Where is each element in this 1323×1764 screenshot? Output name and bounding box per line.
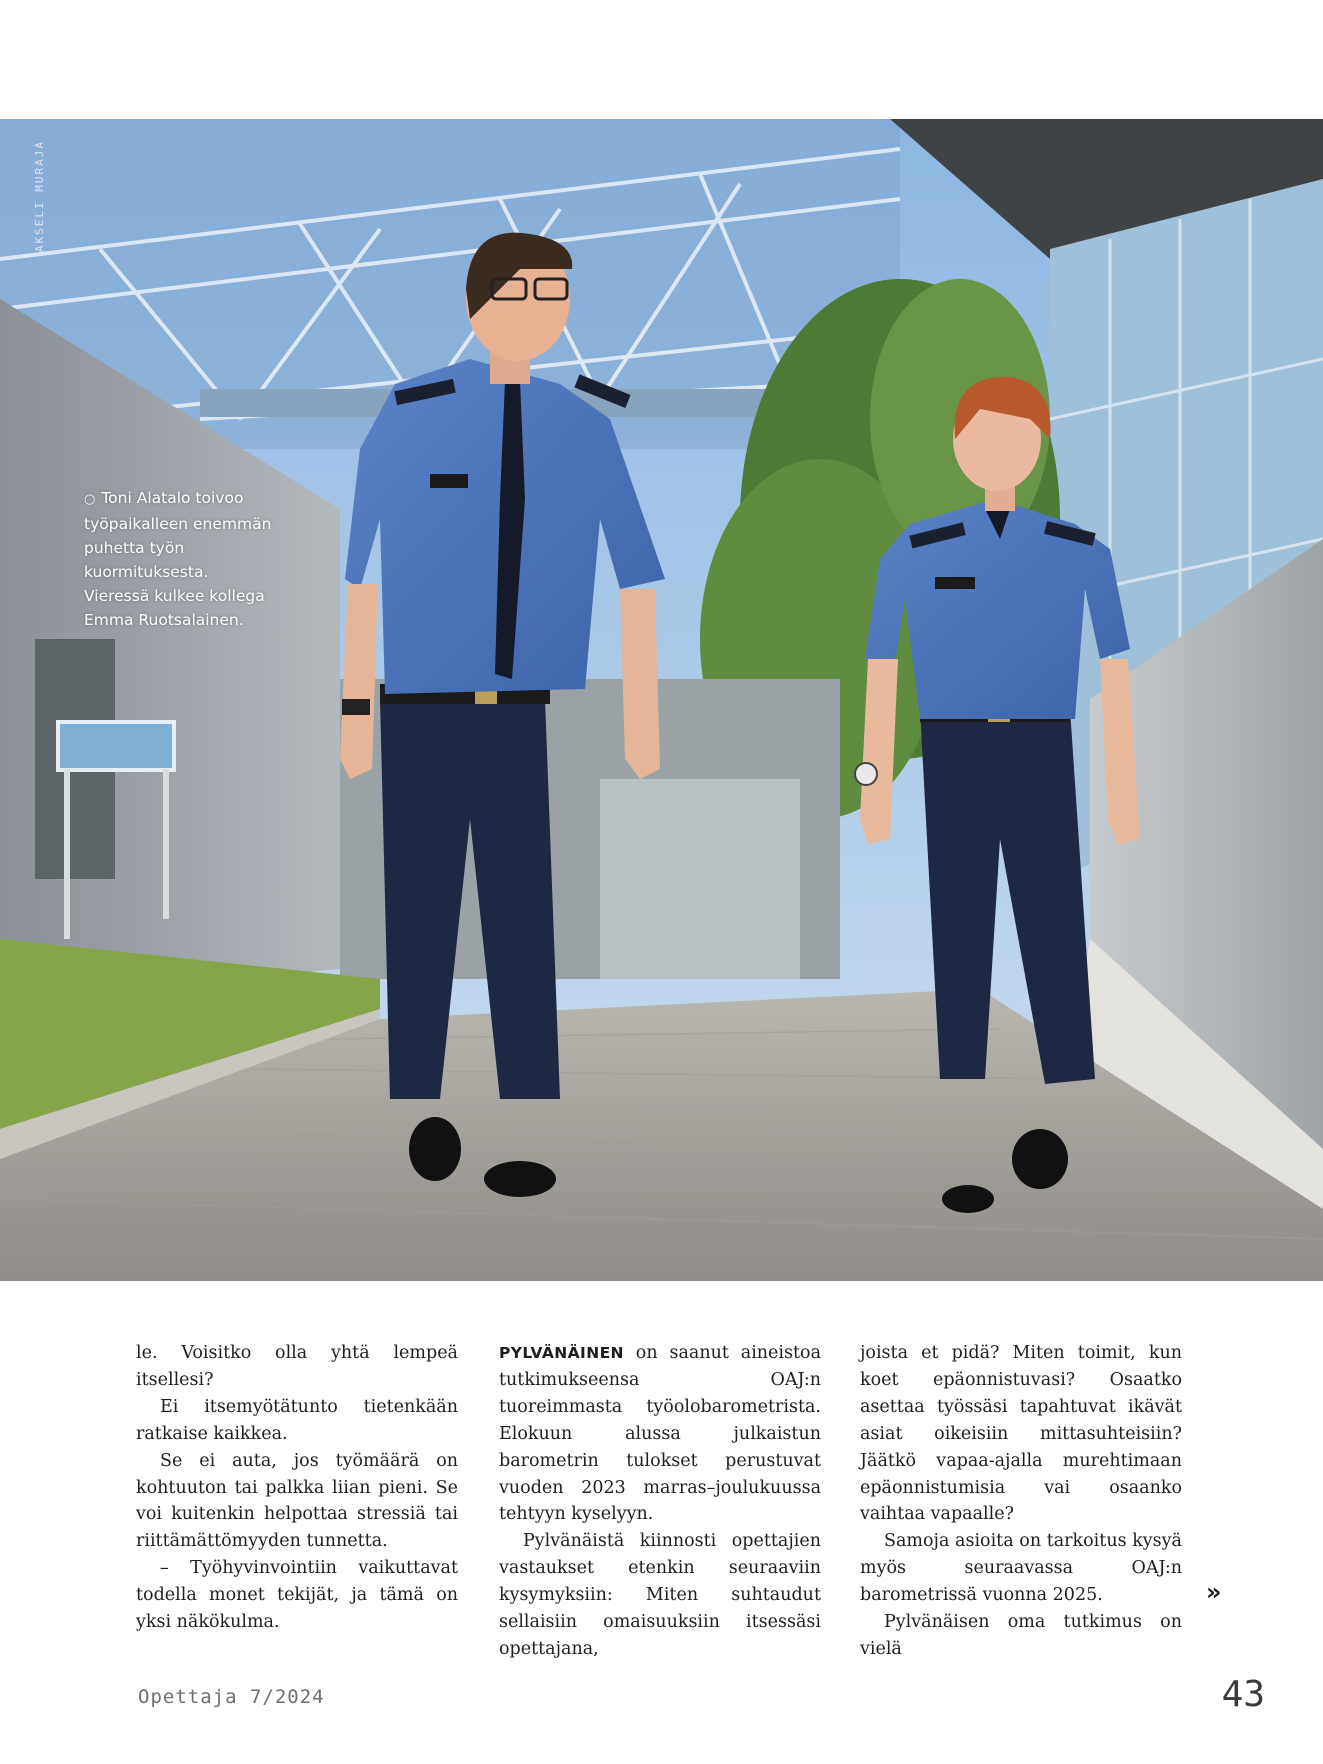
photo-caption — [84, 486, 272, 632]
page-number: 43 — [1221, 1674, 1265, 1715]
paragraph: Samoja asioita on tarkoitus kysyä myös seuraavassa OAJ:n barometrissä vuonna 2025. — [860, 1531, 1182, 1606]
paragraph — [499, 1340, 821, 1528]
text-column-3 — [860, 1340, 1182, 1663]
photo-credit: AKSELI MURAJA — [33, 140, 46, 253]
continue-arrow-icon: » — [1206, 1578, 1222, 1606]
paragraph: Pylvänäisen oma tutkimus on vielä — [860, 1612, 1182, 1659]
text-column-2 — [499, 1340, 821, 1663]
paragraph-text: on saanut aineistoa tutkimukseensa OAJ:n tuoreimmasta työolobarometrista. Elokuun alussa julkaistun barometrin tulokset perustuvat vuoden 2023 marras–joulukuussa tehtyyn kyselyyn. — [499, 1343, 821, 1525]
photo-illustration — [0, 119, 1323, 1281]
caption-bullet-icon: ○ — [84, 492, 96, 507]
magazine-issue: Opettaja 7/2024 — [138, 1686, 325, 1708]
lead-word: PYLVÄNÄINEN — [499, 1344, 624, 1362]
paragraph: joista et pidä? Miten toimit, kun koet epäonnistuvasi? Osaatko asettaa työssäsi tapahtuvat ikävät asiat oikeisiin mittasuhteisiin? Jäätkö vapaa-ajalla murehtimaan epäonnistumisia vai osaanko vaihtaa vapaalle? — [860, 1343, 1182, 1525]
text-column-1 — [136, 1340, 458, 1636]
caption-text: Toni Alatalo toivoo työpaikalleen enemmän puhetta työn kuormituksesta. Vieressä kulkee kollega Emma Ruotsalainen. — [84, 489, 272, 629]
hero-photo — [0, 119, 1323, 1281]
paragraph: – Työhyvinvointiin vaikuttavat todella monet tekijät, ja tämä on yksi näkökulma. — [136, 1558, 458, 1633]
paragraph: Pylvänäistä kiinnosti opettajien vastaukset etenkin seuraaviin kysymyksiin: Miten suhtaudut sellaisiin omaisuuksiin itsessäsi opettajana, — [499, 1531, 821, 1659]
paragraph: Se ei auta, jos työmäärä on kohtuuton tai palkka liian pieni. Se voi kuitenkin helpottaa stressiä tai riittämättömyyden tunnetta. — [136, 1450, 458, 1552]
paragraph: le. Voisitko olla yhtä lempeä itsellesi? — [136, 1343, 458, 1390]
paragraph: Ei itsemyötätunto tietenkään ratkaise kaikkea. — [136, 1396, 458, 1444]
